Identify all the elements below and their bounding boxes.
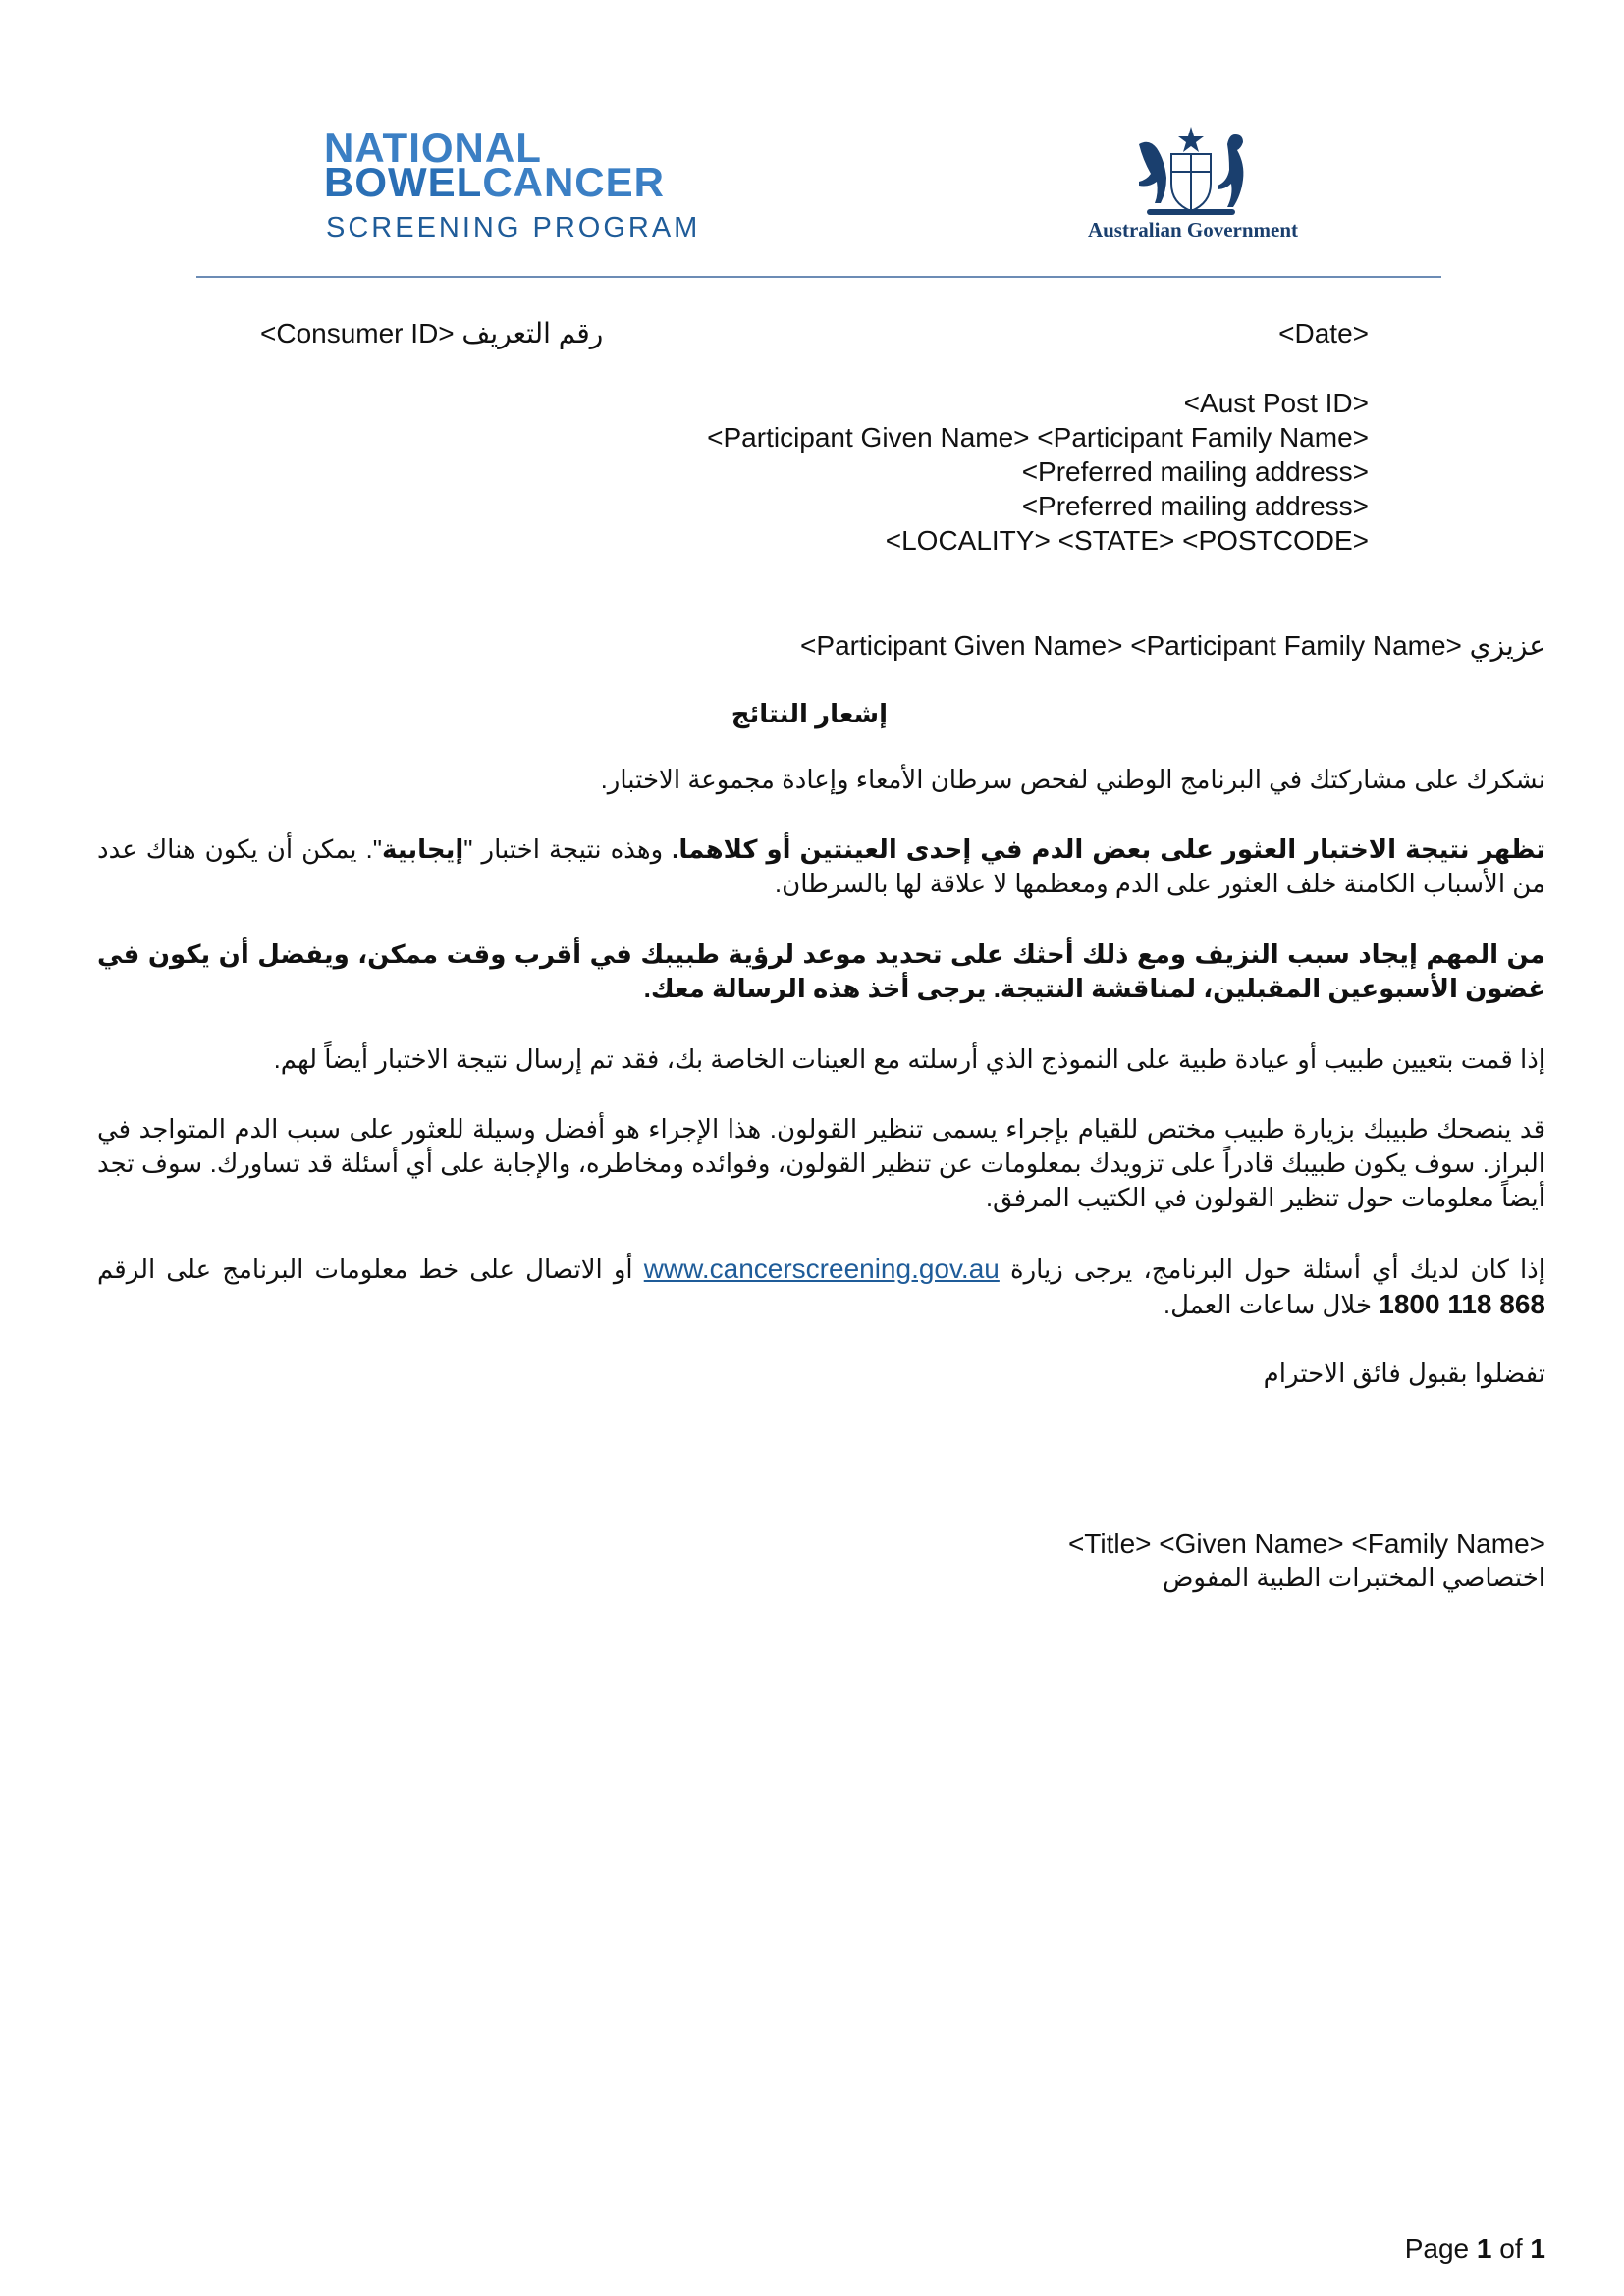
page-of: of (1499, 2233, 1523, 2264)
address-line-2: <Participant Given Name> <Participant Family Name> (707, 422, 1369, 453)
page-number (1405, 2233, 1545, 2265)
paragraph-thanks: نشكرك على مشاركتك في البرنامج الوطني لفحص سرطان الأمعاء وإعادة مجموعة الاختبار. (600, 765, 1545, 794)
coat-of-arms-icon (1127, 125, 1255, 219)
contact-text-b: أو الاتصال على خط معلومات البرنامج على الرقم (97, 1255, 644, 1284)
header-divider (196, 276, 1441, 278)
page-label: Page (1404, 2233, 1470, 2264)
program-logo-line2 (324, 159, 665, 205)
page-total: 1 (1530, 2233, 1545, 2264)
letter-subject: إشعار النتائج (731, 699, 888, 728)
letter-date: <Date> (1278, 318, 1369, 348)
contact-text-a: إذا كان لديك أي أسئلة حول البرنامج، يرجى زيارة (999, 1255, 1545, 1284)
info-line-phone: 1800 118 868 (1379, 1289, 1545, 1319)
address-line-4: <Preferred mailing address> (1021, 491, 1369, 521)
positive-label: إيجابية (381, 834, 464, 864)
program-website-link[interactable]: www.cancerscreening.gov.au (643, 1254, 1000, 1284)
result-text-b: ". يمكن أن يكون هناك عدد من الأسباب الكامنة خلف العثور على الدم ومعظمها لا علاقة لها بالسرطان. (97, 834, 1545, 898)
address-line-5: <LOCALITY> <STATE> <POSTCODE> (885, 525, 1369, 556)
address-line-1: <Aust Post ID> (1183, 388, 1369, 418)
paragraph-doctor-notified: إذا قمت بتعيين طبيب أو عيادة طبية على النموذج الذي أرسلته مع العينات الخاصة بك، فقد تم إرسال نتيجة الاختبار أيضاً لهم. (273, 1044, 1545, 1074)
page-current: 1 (1476, 2233, 1492, 2264)
program-logo-word-bowel: BOWEL (324, 159, 483, 205)
signer-title: اختصاصي المختبرات الطبية المفوض (1162, 1563, 1545, 1592)
address-line-3: <Preferred mailing address> (1021, 456, 1369, 487)
consumer-id: <Consumer ID> رقم التعريف (260, 318, 604, 348)
paragraph-result (97, 832, 1545, 901)
government-name: Australian Government (1087, 218, 1299, 241)
paragraph-contact (97, 1252, 1545, 1322)
salutation: عزيزي <Participant Given Name> <Participant Family Name> (800, 630, 1545, 661)
signer-name: <Title> <Given Name> <Family Name> (1067, 1528, 1545, 1559)
paragraph-see-doctor: من المهم إيجاد سبب النزيف ومع ذلك أحثك على تحديد موعد لرؤية طبيبك في أقرب وقت ممكن، ويفضل أن يكون في غضون الأسبوعين المقبلين، لمناقشة النتيجة. يرجى أخذ هذه الرسالة معك. (97, 939, 1545, 1003)
contact-text-c: خلال ساعات العمل. (1163, 1290, 1380, 1319)
program-logo-line3: SCREENING PROGRAM (326, 212, 701, 243)
program-logo-line1: NATIONAL (324, 125, 542, 171)
closing-line: تفضلوا بقبول فائق الاحترام (1263, 1359, 1545, 1388)
program-logo-word-cancer: CANCER (482, 159, 665, 205)
result-text-a: وهذه نتيجة اختبار " (463, 834, 673, 864)
result-statement: تظهر نتيجة الاختبار العثور على بعض الدم في إحدى العينتين أو كلاهما. (672, 834, 1545, 864)
paragraph-colonoscopy: قد ينصحك طبيبك بزيارة طبيب مختص للقيام بإجراء يسمى تنظير القولون. هذا الإجراء هو أفضل وسيلة للعثور على سبب الدم المتواجد في البراز. سوف يكون طبيبك قادراً على تزويدك بمعلومات عن تنظير القولون، وفوائده ومخاطره، والإجابة على أي أسئلة قد تساورك. سوف تجد أيضاً معلومات حول تنظير القولون في الكتيب المرفق. (97, 1114, 1545, 1212)
